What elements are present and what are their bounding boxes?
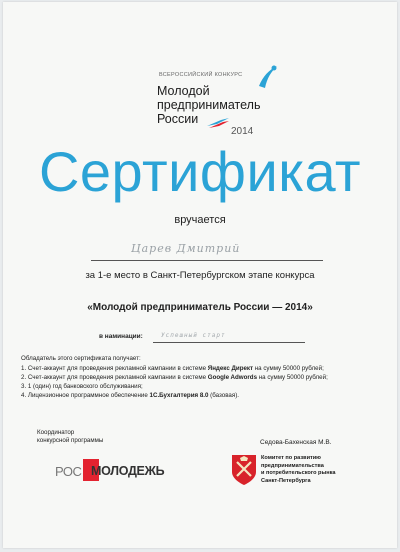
coordinator-caption [37,429,103,445]
contest-kicker: ВСЕРОССИЙСКИЙ КОНКУРС [159,72,243,78]
awarded-text: вручается [174,214,226,226]
committee-line: предпринимательства [261,462,324,469]
list-item: 3. 1 (один) год банковского обслуживания; [21,383,143,390]
nomination-handwritten: Успешный старт [161,332,226,339]
certificate-page [3,2,397,548]
committee-line: Комитет по развитию [261,455,321,461]
committee-text [261,455,336,485]
logo-text-part1: РОС [55,464,82,479]
ribbon-icon [207,118,229,128]
recipient-handwritten: Царев Дмитрий [131,242,241,255]
prize-list [21,354,391,400]
rosmolodezh-logo [55,455,185,485]
committee-logo [231,454,381,490]
recipient-line [91,244,323,261]
list-item: 2. Счет-аккаунт для проведения рекламной кампании в системе Google Adwords на сумму 50000 рублей; [21,374,328,381]
committee-line: и потребительского рынка [261,470,336,476]
contest-year: 2014 [231,126,254,137]
place-text: за 1-е место в Санкт-Петербургском этапе конкурса [85,270,315,281]
contest-title-line: России [157,112,199,126]
prize-intro: Обладатель этого сертификата получает: [21,355,141,362]
coordinator-line: конкурсной программы [37,437,104,444]
signatory-name: Седова-Бахенская М.В. [260,439,332,446]
contest-title-line: Молодой [157,84,210,98]
coat-of-arms-icon [231,454,257,486]
contest-title-line: предприниматель [157,98,261,112]
list-item: 4. Лицензионное программное обеспечение 1С.Бухгалтерия 8.0 (базовая). [21,392,239,399]
logo-text-part2: МОЛОДЕЖЬ [91,464,165,478]
certificate-title: Сертификат [38,140,362,203]
contest-logo [157,64,277,144]
nomination-line [153,332,305,343]
coordinator-line: Координатор [37,429,75,436]
list-item: 1. Счет-аккаунт для проведения рекламной кампании в системе Яндекс Директ на сумму 50000 рублей; [21,365,324,372]
nomination-label: в наминации: [99,333,143,340]
contest-name: «Молодой предприниматель России — 2014» [87,302,313,313]
committee-line: Санкт-Петербурга [261,477,311,484]
